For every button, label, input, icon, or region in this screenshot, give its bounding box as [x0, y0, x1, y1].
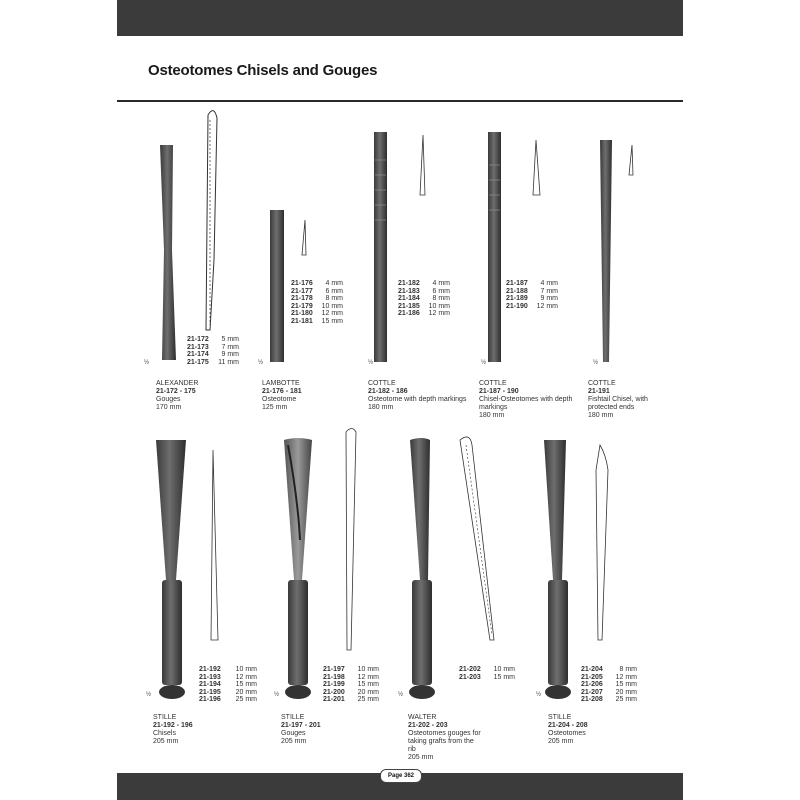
size-row: 21-177 6 mm [291, 287, 343, 295]
size-row: 21-178 8 mm [291, 295, 343, 303]
product-desc: Osteotomes gouges for taking grafts from the rib [408, 730, 481, 753]
product-length: 180 mm [479, 412, 505, 419]
size-row: 21-201 25 mm [323, 696, 379, 704]
product-code: 21-182 - 186 [368, 388, 408, 395]
size-row: 21-184 8 mm [398, 295, 450, 303]
size-row: 21-187 4 mm [506, 280, 558, 287]
size-table-stille-gouges [323, 666, 379, 704]
stille-gouge-image [284, 429, 356, 700]
scale-mark: ½ [593, 360, 599, 366]
size-row: 21-176 4 mm [291, 280, 343, 287]
caption-cottle-187 [479, 380, 583, 420]
product-name: COTTLE [479, 380, 507, 387]
size-table-alexander [187, 336, 239, 366]
product-desc: Gouges [281, 730, 306, 737]
size-row: 21-189 9 mm [506, 295, 558, 303]
size-row: 21-205 12 mm [581, 673, 637, 681]
scale-mark: ½ [146, 692, 152, 698]
product-code: 21-197 - 201 [281, 722, 321, 729]
size-row: 21-193 12 mm [199, 673, 257, 681]
product-code: 21-204 - 208 [548, 722, 588, 729]
stille-chisel-image [156, 440, 218, 699]
walter-osteotome-image [409, 437, 494, 699]
product-length: 180 mm [368, 404, 394, 411]
size-row: 21-174 9 mm [187, 351, 239, 359]
product-name: COTTLE [368, 380, 396, 387]
product-length: 125 mm [262, 404, 288, 411]
size-row: 21-181 15 mm [291, 317, 343, 325]
size-table-cottle-182 [398, 280, 450, 318]
product-name: STILLE [281, 714, 305, 721]
size-row: 21-182 4 mm [398, 280, 450, 287]
product-code: 21-187 - 190 [479, 388, 519, 395]
product-desc: Chisel-Osteotomes with depth markings [479, 396, 573, 411]
product-name: LAMBOTTE [262, 380, 300, 387]
product-code: 21-191 [588, 388, 610, 395]
product-desc: Osteotomes [548, 730, 586, 737]
caption-stille-chisels [153, 714, 243, 746]
product-code: 21-202 - 203 [408, 722, 448, 729]
stille-osteotome-image [544, 440, 608, 699]
caption-alexander [156, 380, 256, 412]
size-table-lambotte [291, 280, 343, 326]
caption-cottle-182 [368, 380, 472, 412]
size-row: 21-173 7 mm [187, 343, 239, 351]
product-name: STILLE [548, 714, 572, 721]
caption-cottle-191 [588, 380, 678, 420]
size-row: 21-185 10 mm [398, 302, 450, 310]
scale-mark: ½ [398, 692, 404, 698]
caption-stille-osteotomes [548, 714, 638, 746]
product-name: WALTER [408, 714, 437, 721]
page-title: Osteotomes Chisels and Gouges [148, 62, 378, 79]
scale-mark: ½ [536, 692, 542, 698]
size-row: 21-200 20 mm [323, 688, 379, 696]
size-table-stille-chisels [199, 666, 257, 704]
page-number: Page 362 [380, 769, 422, 783]
size-row: 21-198 12 mm [323, 673, 379, 681]
alexander-gouge-image [160, 111, 217, 360]
size-row: 21-183 6 mm [398, 287, 450, 295]
size-row: 21-208 25 mm [581, 696, 637, 704]
product-name: ALEXANDER [156, 380, 199, 387]
size-row: 21-203 15 mm [459, 673, 515, 681]
product-desc: Osteotome with depth markings [368, 396, 467, 403]
size-row: 21-206 15 mm [581, 681, 637, 689]
product-length: 205 mm [408, 754, 434, 761]
size-row: 21-202 10 mm [459, 666, 515, 673]
product-desc: Fishtail Chisel, with protected ends [588, 396, 648, 411]
size-row: 21-186 12 mm [398, 310, 450, 318]
product-length: 205 mm [153, 738, 179, 745]
product-desc: Osteotome [262, 396, 297, 403]
scale-mark: ½ [274, 692, 280, 698]
size-table-cottle-187 [506, 280, 558, 310]
product-length: 180 mm [588, 412, 614, 419]
product-code: 21-192 - 196 [153, 722, 193, 729]
product-length: 205 mm [548, 738, 574, 745]
size-row: 21-197 10 mm [323, 666, 379, 673]
size-row: 21-172 5 mm [187, 336, 239, 343]
size-table-walter [459, 666, 515, 681]
size-row: 21-175 11 mm [187, 358, 239, 366]
cottle-chisel-osteotome-image [488, 132, 540, 362]
scale-mark: ½ [144, 360, 150, 366]
scale-mark: ½ [258, 360, 264, 366]
product-code: 21-176 - 181 [262, 388, 302, 395]
size-row: 21-188 7 mm [506, 287, 558, 295]
size-row: 21-194 15 mm [199, 681, 257, 689]
size-row: 21-204 8 mm [581, 666, 637, 673]
product-code: 21-172 - 175 [156, 388, 196, 395]
size-row: 21-199 15 mm [323, 681, 379, 689]
product-length: 170 mm [156, 404, 182, 411]
size-row: 21-179 10 mm [291, 302, 343, 310]
caption-stille-gouges [281, 714, 371, 746]
size-row: 21-180 12 mm [291, 310, 343, 318]
size-table-stille-osteotomes [581, 666, 637, 704]
scale-mark: ½ [481, 360, 487, 366]
cottle-fishtail-chisel-image [600, 140, 633, 362]
cottle-osteotome-image [374, 132, 425, 362]
product-desc: Gouges [156, 396, 181, 403]
product-length: 205 mm [281, 738, 307, 745]
caption-lambotte [262, 380, 362, 412]
product-name: STILLE [153, 714, 177, 721]
caption-walter [408, 714, 482, 762]
size-row: 21-192 10 mm [199, 666, 257, 673]
product-name: COTTLE [588, 380, 616, 387]
size-row: 21-195 20 mm [199, 688, 257, 696]
product-desc: Chisels [153, 730, 176, 737]
size-row: 21-190 12 mm [506, 302, 558, 310]
scale-mark: ½ [368, 360, 374, 366]
size-row: 21-207 20 mm [581, 688, 637, 696]
size-row: 21-196 25 mm [199, 696, 257, 704]
